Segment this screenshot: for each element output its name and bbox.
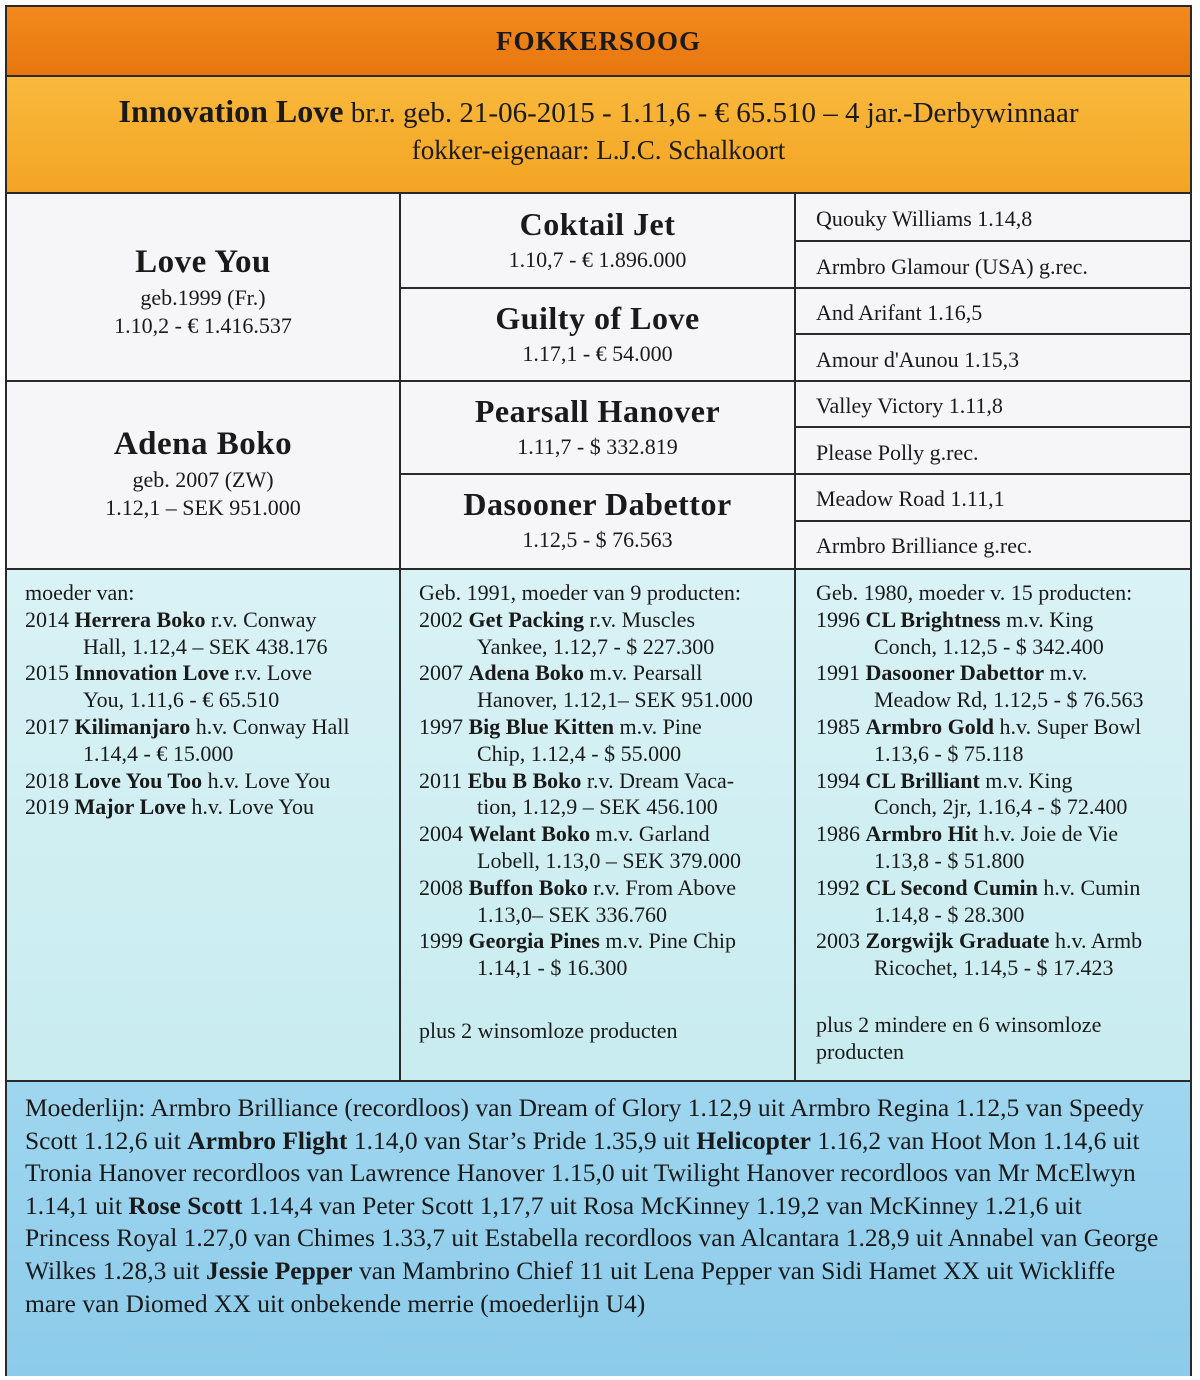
progeny-year: 1992 <box>816 874 860 900</box>
grid-divider <box>7 380 1192 382</box>
progeny-entry <box>419 714 791 741</box>
progeny-cont: Chip, 1.12,4 - $ 55.000 <box>477 740 682 766</box>
progeny-cont: Meadow Rd, 1.12,5 - $ 76.563 <box>874 687 1144 713</box>
progeny-name: Dasooner Dabettor <box>865 660 1045 686</box>
progeny-intro: Geb. 1991, moeder van 9 producten: <box>419 580 741 605</box>
progeny-cont: Conch, 1.12,5 - $ 342.400 <box>874 633 1104 659</box>
progeny-year: 2002 <box>419 606 463 632</box>
grandparent-record: 1.17,1 - € 54.000 <box>522 341 673 366</box>
horse-details: br.r. geb. 21-06-2015 - 1.11,6 - € 65.510 – 4 jar.-Derbywinnaar <box>343 97 1079 129</box>
progeny-rest: r.v. Conway <box>205 606 317 632</box>
progeny-rest: r.v. Love <box>229 660 313 686</box>
progeny-year: 1996 <box>816 606 860 632</box>
dam-record: 1.12,1 – SEK 951.000 <box>105 495 301 520</box>
progeny-entry <box>419 821 791 848</box>
grandparent-record: 1.10,7 - € 1.896.000 <box>508 247 687 272</box>
progeny-year: 1999 <box>419 928 463 954</box>
progeny-intro: Geb. 1980, moeder v. 15 producten: <box>816 580 1133 605</box>
progeny-entry <box>25 794 395 821</box>
progeny-entry <box>816 875 1188 902</box>
page-title: FOKKERSOOG <box>495 25 702 56</box>
progeny-year: 2011 <box>419 767 463 793</box>
progeny-rest: h.v. Armb <box>1049 928 1143 954</box>
progeny-entry <box>816 821 1188 848</box>
great-grandparent: And Arifant 1.16,5 <box>816 300 983 325</box>
moederlijn-text: van Mambrino Chief 11 uit Lena Pepper van Sidi Hamet XX uit Wickliffe mare van Diomed XX uit onbekende merrie (moederlijn U4) <box>25 1255 1116 1318</box>
progeny-rest: h.v. Conway Hall <box>190 713 350 739</box>
progeny-year: 2015 <box>25 660 69 686</box>
progeny-year: 1991 <box>816 660 860 686</box>
progeny-name: Adena Boko <box>468 660 585 686</box>
progeny-year: 2003 <box>816 928 860 954</box>
progeny-entry <box>25 607 395 634</box>
great-grandparent: Armbro Brilliance g.rec. <box>816 533 1033 558</box>
progeny-entry <box>419 768 791 795</box>
grandparent-cell <box>401 393 794 460</box>
progeny-name: Ebu B Boko <box>467 767 582 793</box>
grandparent-name: Pearsall Hanover <box>474 393 721 429</box>
progeny-cont: 1.13,6 - $ 75.118 <box>874 740 1024 766</box>
dam-cell <box>7 426 399 521</box>
progeny-rest: m.v. Pine Chip <box>599 928 736 954</box>
progeny-entry <box>25 714 395 741</box>
progeny-entry <box>816 607 1188 634</box>
progeny-rest: m.v. Pearsall <box>584 660 703 686</box>
grid-divider <box>794 520 1192 522</box>
progeny-name: Major Love <box>74 794 186 820</box>
great-grandparent: Meadow Road 1.11,1 <box>816 486 1005 511</box>
grandparent-name: Coktail Jet <box>519 206 676 242</box>
dam-name: Adena Boko <box>113 426 293 462</box>
sire-dam-progeny <box>25 580 395 821</box>
grid-divider <box>794 426 1192 428</box>
progeny-rest: h.v. Love You <box>185 794 315 820</box>
horse-name: Innovation Love <box>118 93 344 129</box>
progeny-rest: h.v. Joie de Vie <box>978 821 1118 847</box>
progeny-name: CL Brightness <box>865 606 1001 632</box>
great-granddam-progeny <box>816 580 1188 1070</box>
sire-cell <box>7 244 399 339</box>
progeny-year: 1985 <box>816 713 860 739</box>
progeny-rest: r.v. Muscles <box>584 606 696 632</box>
granddam-progeny <box>419 580 791 1070</box>
grandparent-cell <box>401 486 794 553</box>
moederlijn-highlight: Helicopter <box>696 1125 811 1155</box>
progeny-year: 2008 <box>419 874 463 900</box>
progeny-rest: m.v. <box>1044 660 1088 686</box>
progeny-footer: plus 2 mindere en 6 winsomloze producten <box>816 1012 1102 1064</box>
progeny-name: Buffon Boko <box>468 874 588 900</box>
progeny-cont: 1.13,8 - $ 51.800 <box>874 847 1025 873</box>
moederlijn-paragraph <box>7 1080 1190 1376</box>
progeny-year: 2004 <box>419 821 463 847</box>
progeny-entry <box>816 660 1188 687</box>
progeny-cont: 1.14,8 - $ 28.300 <box>874 901 1025 927</box>
progeny-year: 1997 <box>419 713 463 739</box>
progeny-rest: h.v. Love You <box>202 767 331 793</box>
progeny-year: 2018 <box>25 767 69 793</box>
progeny-name: Georgia Pines <box>468 928 600 954</box>
grid-divider <box>399 287 1192 289</box>
progeny-year: 1986 <box>816 821 860 847</box>
progeny-name: Armbro Hit <box>865 821 979 847</box>
grandparent-name: Guilty of Love <box>495 300 700 336</box>
grid-divider <box>794 333 1192 335</box>
progeny-rest: m.v. Pine <box>613 713 702 739</box>
progeny-cont: You, 1.11,6 - € 65.510 <box>83 687 280 713</box>
progeny-rest: m.v. Garland <box>590 821 710 847</box>
progeny-cont: 1.14,1 - $ 16.300 <box>477 955 628 981</box>
progeny-entry <box>816 768 1188 795</box>
grid-divider <box>399 473 1192 475</box>
grid-divider <box>399 570 401 1080</box>
great-grandparent: Armbro Glamour (USA) g.rec. <box>816 254 1088 279</box>
progeny-name: Kilimanjaro <box>74 713 191 739</box>
grandparent-record: 1.11,7 - $ 332.819 <box>517 434 678 459</box>
sire-record: 1.10,2 - € 1.416.537 <box>114 313 292 338</box>
progeny-entry <box>816 714 1188 741</box>
pedigree-sheet <box>5 5 1192 1376</box>
moederlijn-highlight: Rose Scott <box>128 1190 243 1220</box>
progeny-cont: Conch, 2jr, 1.16,4 - $ 72.400 <box>874 794 1128 820</box>
progeny-name: Get Packing <box>468 606 584 632</box>
progeny-name: Big Blue Kitten <box>468 713 614 739</box>
grandparent-cell <box>401 206 794 273</box>
progeny-year: 2017 <box>25 713 69 739</box>
progeny-entry <box>25 660 395 687</box>
progeny-name: CL Brilliant <box>865 767 980 793</box>
grid-divider <box>794 240 1192 242</box>
moederlijn-highlight: Armbro Flight <box>187 1125 348 1155</box>
moederlijn-text: 1.14,0 van Star’s Pride 1.35,9 uit <box>347 1125 697 1155</box>
progeny-entry <box>419 875 791 902</box>
progeny-intro: moeder van: <box>25 580 135 605</box>
progeny-cont: Lobell, 1.13,0 – SEK 379.000 <box>477 847 741 873</box>
progeny-cont: 1.14,4 - € 15.000 <box>83 740 234 766</box>
grandparent-name: Dasooner Dabettor <box>463 486 732 522</box>
progeny-name: Welant Boko <box>468 821 591 847</box>
progeny-name: Love You Too <box>74 767 203 793</box>
progeny-year: 2007 <box>419 660 463 686</box>
sire-birth: geb.1999 (Fr.) <box>140 285 266 310</box>
progeny-rest: r.v. Dream Vaca- <box>581 767 735 793</box>
progeny-cont: Hanover, 1.12,1– SEK 951.000 <box>477 687 753 713</box>
progeny-year: 2019 <box>25 794 69 820</box>
progeny-entry <box>419 660 791 687</box>
horse-headline <box>7 93 1190 130</box>
progeny-name: Zorgwijk Graduate <box>865 928 1050 954</box>
progeny-cont: Yankee, 1.12,7 - $ 227.300 <box>477 633 715 659</box>
grandparent-record: 1.12,5 - $ 76.563 <box>522 527 673 552</box>
progeny-cont: tion, 1.12,9 – SEK 456.100 <box>477 794 718 820</box>
progeny-entry <box>816 928 1188 955</box>
breeder-line: fokker-eigenaar: L.J.C. Schalkoort <box>411 135 786 165</box>
progeny-entry <box>419 607 791 634</box>
progeny-entry <box>25 768 395 795</box>
grid-divider <box>794 570 796 1080</box>
progeny-rest: h.v. Cumin <box>1037 874 1141 900</box>
progeny-name: CL Second Cumin <box>865 874 1038 900</box>
progeny-year: 1994 <box>816 767 860 793</box>
progeny-name: Armbro Gold <box>865 713 995 739</box>
progeny-footer: plus 2 winsomloze producten <box>419 1018 678 1043</box>
progeny-rest: m.v. King <box>1000 606 1094 632</box>
horse-header <box>7 77 1190 194</box>
moederlijn-highlight: Jessie Pepper <box>206 1255 353 1285</box>
progeny-year: 2014 <box>25 606 69 632</box>
progeny-rest: h.v. Super Bowl <box>994 713 1142 739</box>
progeny-entry <box>419 928 791 955</box>
great-grandparent: Valley Victory 1.11,8 <box>816 393 1003 418</box>
progeny-cont: Ricochet, 1.14,5 - $ 17.423 <box>874 955 1114 981</box>
great-grandparent: Please Polly g.rec. <box>816 440 979 465</box>
pedigree-grid <box>7 194 1190 568</box>
moederlijn-text: Moederlijn: Armbro Brilliance (recordloos) van Dream of Glory 1.12,9 uit Armbro Regina 1.12,5 van Speedy Scott 1.12,6 uit <box>25 1093 1144 1155</box>
dam-birth: geb. 2007 (ZW) <box>132 467 274 492</box>
progeny-rest: m.v. King <box>979 767 1073 793</box>
progeny-name: Innovation Love <box>74 660 230 686</box>
sire-name: Love You <box>135 244 271 280</box>
progeny-rest: r.v. From Above <box>587 874 737 900</box>
progeny-cont: 1.13,0– SEK 336.760 <box>477 901 668 927</box>
progeny-section <box>7 568 1190 1080</box>
grandparent-cell <box>401 300 794 367</box>
great-grandparent: Quouky Williams 1.14,8 <box>816 206 1033 231</box>
great-grandparent: Amour d'Aunou 1.15,3 <box>816 347 1020 372</box>
progeny-name: Herrera Boko <box>74 606 206 632</box>
moederlijn-text: 1.14,4 van Peter Scott 1,17,7 uit Rosa McKinney 1.19,2 van McKinney 1.21,6 uit Princess Royal 1.27,0 van Chimes 1.33,7 uit Estabella recordloos van Alcantara 1.28,9 uit Annabel van George Wilkes 1.28,3 uit <box>25 1190 1159 1285</box>
moederlijn-text: 1.16,2 van Hoot Mon 1.14,6 uit Tronia Hanover recordloos van Lawrence Hanover 1.15,0 uit Twilight Hanover recordloos van Mr McElwyn 1.14,1 uit <box>25 1125 1140 1220</box>
title-band <box>7 7 1190 77</box>
progeny-cont: Hall, 1.12,4 – SEK 438.176 <box>83 633 328 659</box>
